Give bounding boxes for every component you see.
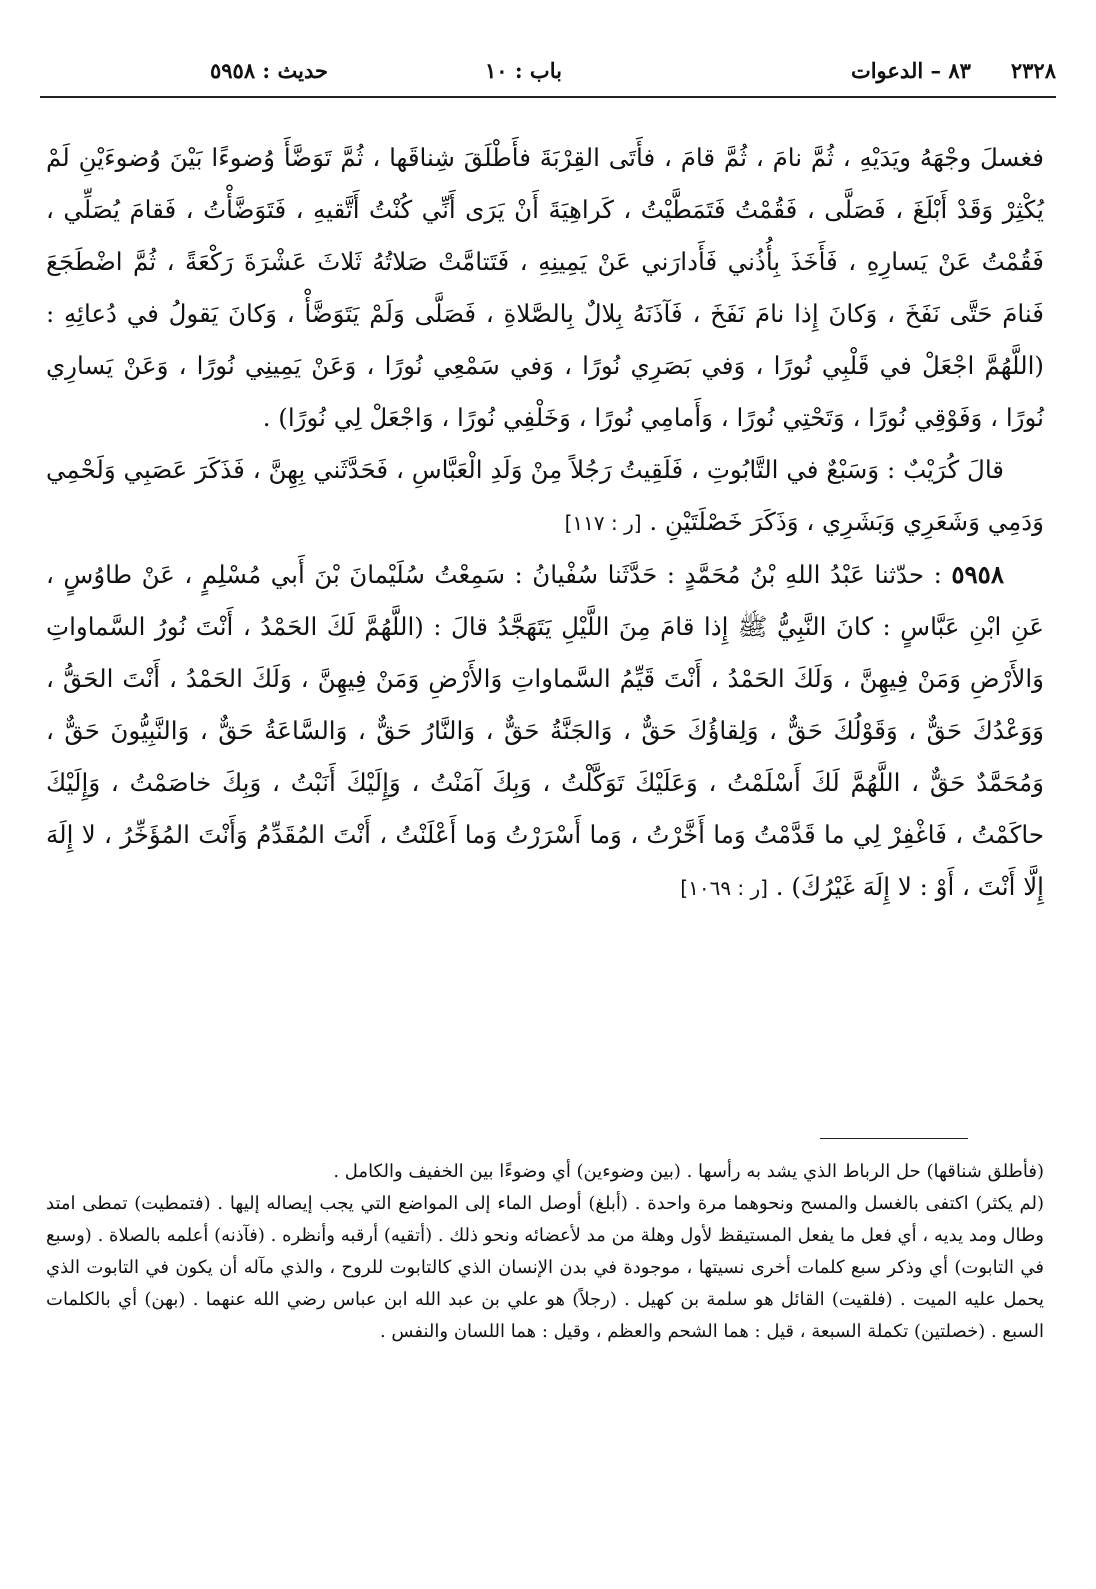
footnote-1: (فأطلق شناقها) حل الرباط الذي يشد به رأسها . (بين وضوءين) أي وضوءًا بين الخفيف والكامل . (333, 1161, 1044, 1182)
paragraph-2-text: قالَ كُرَيْبٌ : وَسَبْعٌ في التَّابُوتِ ، فَلَقِيتُ رَجُلاً مِنْ وَلَدِ الْعَبَّاسِ ، فَحَدَّثَني بِهِنَّ ، فَذَكَرَ عَصَبِي وَلَحْمِي وَدَمِي وَشَعَرِي وَبَشَرِي ، وَذَكَرَ خَصْلَتَيْنِ . (46, 455, 1044, 536)
hadith-label: حديث : ٥٩٥٨ (210, 57, 328, 83)
reference-117: [ر : ١١٧] (564, 511, 642, 535)
paragraph-3 (46, 549, 1044, 914)
reference-1069: [ر : ١٠٦٩] (680, 876, 768, 900)
paragraph-2 (46, 444, 1044, 549)
hadith-number: ٥٩٥٨ (951, 560, 1004, 589)
chapter-label: باب : ١٠ (485, 57, 562, 83)
page-number: ٢٣٢٨ (1010, 57, 1056, 83)
footnote-rule (820, 1138, 968, 1139)
book-title: ٨٣ – الدعوات (850, 57, 971, 83)
main-text (46, 132, 1044, 914)
paragraph-1: فغسلَ وجْهَهُ ويَدَيْهِ ، ثُمَّ نامَ ، ثُمَّ قامَ ، فأَتَى القِرْبَةَ فأَطْلَقَ شِناقَها ، ثُمَّ تَوَضَّأَ وُضوءًا بَيْنَ وُضوءَيْنِ لَمْ يُكْثِرْ وَقَدْ أَبْلَغَ ، فَصَلَّى ، فَقُمْتُ فَتَمَطَّيْتُ ، كَراهِيَةَ أَنْ يَرَى أَنِّي كُنْتُ أَتَّقيهِ ، فَتَوَضَّأْتُ ، فَقامَ يُصَلِّي ، فَقُمْتُ عَنْ يَسارِهِ ، فَأَخَذَ بِأُذُني فَأَدارَني عَنْ يَمِينِهِ ، فَتَتامَّتْ صَلاتُهُ ثَلاثَ عَشْرَةَ رَكْعَةً ، ثُمَّ اضْطَجَعَ فَنامَ حَتَّى نَفَخَ ، وَكانَ إِذا نامَ نَفَخَ ، فَآذَنَهُ بِلالٌ بِالصَّلاةِ ، فَصَلَّى وَلَمْ يَتَوَضَّأْ ، وَكانَ يَقولُ في دُعائِهِ : (اللَّهُمَّ اجْعَلْ في قَلْبِي نُورًا ، وَفي بَصَرِي نُورًا ، وَفي سَمْعِي نُورًا ، وَعَنْ يَمِينِي نُورًا ، وَعَنْ يَسارِي نُورًا ، وَفَوْقِي نُورًا ، وَتَحْتِي نُورًا ، وَأَمامِي نُورًا ، وَخَلْفِي نُورًا ، وَاجْعَلْ لِي نُورًا) . (46, 143, 1044, 432)
footnote-2: (لم يكثر) اكتفى بالغسل والمسح ونحوهما مرة واحدة . (أبلغ) أوصل الماء إلى المواضع التي يجب إيصاله إليها . (فتمطيت) تمطى امتد وطال ومد يديه ، أي فعل ما يفعل المستيقظ لأول وهلة من مد لأعضائه ونحو ذلك . (أتقيه) أرقبه وأنظره . (فآذنه) أعلمه بالصلاة . (وسبع في التابوت) أي وذكر سبع كلمات أخرى نسيتها ، موجودة في بدن الإنسان الذي كالتابوت للروح ، والذي مآله أن يكون في التابوت الذي يحمل عليه الميت . (فلقيت) القائل هو سلمة بن كهيل . (رجلاً) هو علي بن عبد الله ابن عباس رضي الله عنهما . (بهن) أي بالكلمات السبع . (خصلتين) تكملة السبعة ، قيل : هما الشحم والعظم ، وقيل : هما اللسان والنفس . (46, 1193, 1044, 1342)
header-right (851, 58, 1056, 83)
footnotes (46, 1156, 1044, 1348)
paragraph-3-text: : حدّثنا عَبْدُ اللهِ بْنُ مُحَمَّدٍ : حَدَّثَنا سُفْيانُ : سَمِعْتُ سُلَيْمانَ بْنَ أَبي مُسْلِمٍ ، عَنْ طاوُسٍ ، عَنِ ابْنِ عَبَّاسٍ : كانَ النَّبِيُّ ﷺ إِذا قامَ مِنَ اللَّيْلِ يَتَهَجَّدُ قالَ : (اللَّهُمَّ لَكَ الحَمْدُ ، أَنْتَ نُورُ السَّماواتِ وَالأَرْضِ وَمَنْ فِيهِنَّ ، وَلَكَ الحَمْدُ ، أَنْتَ قَيِّمُ السَّماواتِ وَالأَرْضِ وَمَنْ فِيهِنَّ ، وَلَكَ الحَمْدُ ، أَنْتَ الحَقُّ ، وَوَعْدُكَ حَقٌّ ، وَقَوْلُكَ حَقٌّ ، وَلِقاؤُكَ حَقٌّ ، وَالجَنَّةُ حَقٌّ ، وَالنَّارُ حَقٌّ ، وَالسَّاعَةُ حَقٌّ ، وَالنَّبِيُّونَ حَقٌّ ، وَمُحَمَّدٌ حَقٌّ ، اللَّهُمَّ لَكَ أَسْلَمْتُ ، وَعَلَيْكَ تَوَكَّلْتُ ، وَبِكَ آمَنْتُ ، وَإِلَيْكَ أَنَبْتُ ، وَبِكَ خاصَمْتُ ، وَإِلَيْكَ حاكَمْتُ ، فَاغْفِرْ لِي ما قَدَّمْتُ وَما أَخَّرْتُ ، وَما أَسْرَرْتُ وَما أَعْلَنْتُ ، أَنْتَ المُقَدِّمُ وَأَنْتَ المُؤَخِّرُ ، لا إِلَهَ إِلَّا أَنْتَ ، أَوْ : لا إِلَهَ غَيْرُكَ) . (46, 560, 1044, 901)
page-header (40, 48, 1056, 92)
header-rule (40, 96, 1056, 98)
